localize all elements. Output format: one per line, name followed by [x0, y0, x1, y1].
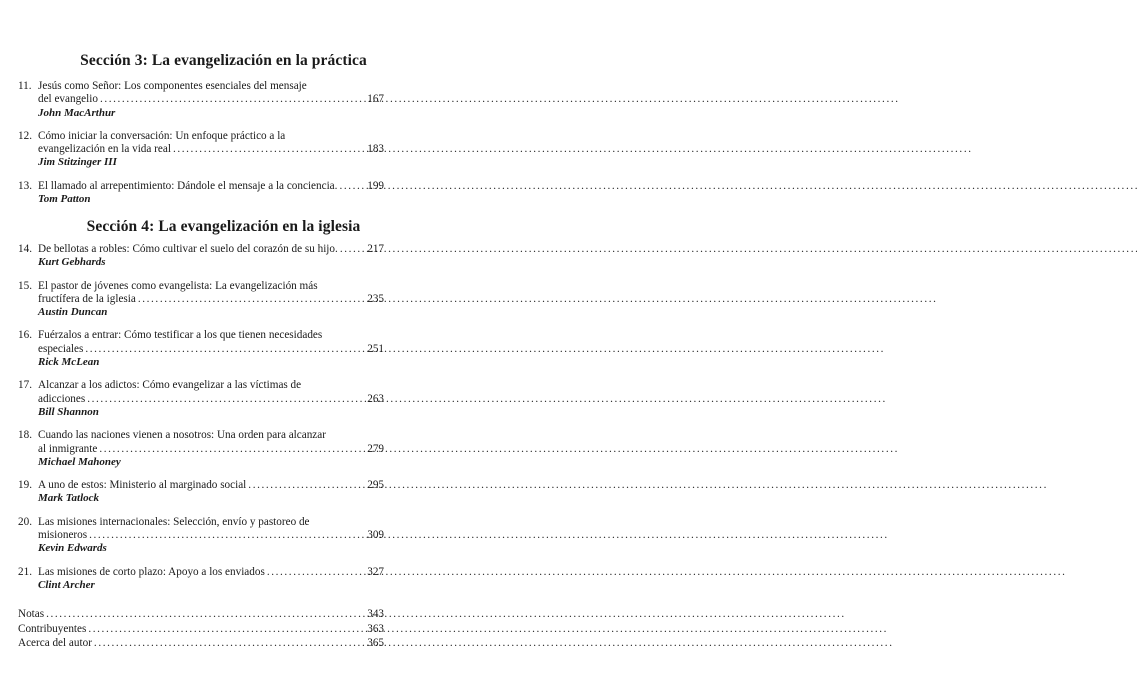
entry-title-text: Jesús como Señor: Los componentes esenciales del mensaje	[38, 80, 307, 92]
toc-entry	[18, 379, 384, 419]
dot-leader	[94, 636, 365, 651]
entry-author: Mark Tatlock	[38, 492, 100, 505]
entry-title-text: Cuando las naciones vienen a nosotros: Una orden para alcanzar	[38, 429, 326, 442]
dot-leader	[267, 566, 365, 579]
toc-entry	[18, 180, 384, 207]
entry-title-text: Las misiones de corto plazo: Apoyo a los enviados	[38, 565, 265, 578]
entry-number	[18, 443, 38, 456]
entry-number: 15.	[18, 279, 32, 292]
entry-title-text: A uno de estos: Ministerio al marginado social	[38, 479, 247, 492]
entry-title-line	[18, 443, 384, 456]
entry-page-number: 309	[367, 529, 384, 542]
entry-title-line	[18, 130, 384, 143]
entry-author: Clint Archer	[38, 578, 95, 591]
entry-title-line	[18, 429, 384, 442]
entry-title-line	[18, 393, 384, 406]
entry-title-line	[18, 293, 384, 306]
dot-leader	[85, 343, 365, 356]
entry-author: Rick McLean	[38, 356, 100, 369]
backmatter-item	[18, 636, 384, 651]
entry-title-text: adicciones	[38, 392, 86, 405]
toc-entry	[18, 479, 384, 506]
entry-page-number: 235	[367, 292, 384, 305]
dot-leader	[46, 607, 365, 622]
entry-number	[18, 93, 38, 106]
entry-number: 21.	[18, 565, 32, 578]
entry-title-text: Las misiones internacionales: Selección, envío y pastoreo de	[38, 515, 310, 528]
entry-title-text: Fuérzalos a entrar: Cómo testificar a los que tienen necesidades	[38, 329, 323, 342]
entry-page-number: 263	[367, 392, 384, 405]
toc-entry	[18, 429, 384, 469]
dot-leader	[99, 443, 365, 456]
entry-title-line	[18, 566, 384, 579]
entry-title-line	[18, 180, 384, 193]
entry-author: Jim Stitzinger III	[38, 156, 117, 169]
entry-page-number: 217	[367, 243, 384, 255]
entry-title-line	[18, 343, 384, 356]
toc-entry	[18, 566, 384, 593]
entry-number	[18, 393, 38, 406]
entry-title-text: El llamado al arrepentimiento: Dándole el mensaje a la conciencia.	[38, 179, 338, 192]
entry-number: 17.	[18, 379, 32, 392]
entry-page-number: 279	[367, 442, 384, 455]
toc-entry	[18, 243, 384, 270]
entry-page-number: 199	[367, 179, 384, 192]
toc-entry	[18, 516, 384, 556]
entry-page-number: 327	[367, 565, 384, 578]
entry-number: 18.	[18, 429, 32, 442]
section-3-list	[18, 80, 384, 216]
entry-title-line	[18, 243, 384, 256]
entry-number: 20.	[18, 515, 32, 528]
entry-title-text: especiales	[38, 342, 84, 355]
entry-number: 14.	[18, 243, 32, 255]
entry-title-text: misioneros	[38, 529, 88, 542]
dot-leader	[138, 293, 365, 306]
entry-title-line	[18, 379, 384, 392]
toc-page	[0, 0, 447, 696]
backmatter-label: Notas	[18, 608, 45, 620]
backmatter-item	[18, 607, 384, 622]
dot-leader	[340, 243, 365, 256]
backmatter-list	[18, 607, 384, 651]
entry-author: Bill Shannon	[38, 405, 99, 418]
entry-author: Kurt Gebhards	[38, 256, 106, 269]
entry-title-line	[18, 80, 384, 93]
entry-number: 13.	[18, 179, 32, 192]
entry-title-line	[18, 280, 384, 293]
section-3-heading: Sección 3: La evangelización en la práctica	[80, 52, 367, 69]
dot-leader	[339, 180, 365, 193]
toc-entry	[18, 80, 384, 120]
entry-number	[18, 143, 38, 156]
entry-page-number: 167	[367, 93, 384, 106]
entry-page-number: 183	[367, 143, 384, 156]
entry-page-number: 251	[367, 342, 384, 355]
entry-title-line	[18, 93, 384, 106]
toc-entry	[18, 280, 384, 320]
entry-title-text: Alcanzar a los adictos: Cómo evangelizar a las víctimas de	[38, 379, 302, 392]
toc-entry	[18, 130, 384, 170]
entry-author: John MacArthur	[38, 106, 116, 119]
entry-title-text: al inmigrante	[38, 442, 98, 455]
entry-author: Tom Patton	[38, 193, 91, 206]
entry-page-number: 295	[367, 479, 384, 492]
entry-number: 16.	[18, 329, 32, 342]
dot-leader	[100, 93, 365, 106]
dot-leader	[173, 143, 365, 156]
entry-number	[18, 343, 38, 356]
entry-title-line	[18, 329, 384, 342]
entry-title-line	[18, 479, 384, 492]
entry-author: Kevin Edwards	[38, 542, 107, 555]
entry-number	[18, 529, 38, 542]
backmatter-page-number: 365	[367, 637, 384, 649]
entry-number: 11.	[18, 80, 32, 92]
backmatter-page-number: 343	[367, 608, 384, 620]
backmatter-label: Acerca del autor	[18, 637, 92, 649]
entry-title-line	[18, 516, 384, 529]
entry-title-text: fructífera de la iglesia	[38, 292, 136, 305]
dot-leader	[89, 529, 365, 542]
entry-number	[18, 293, 38, 306]
entry-title-text: del evangelio	[38, 93, 98, 106]
entry-author: Austin Duncan	[38, 306, 108, 319]
backmatter-label: Contribuyentes	[18, 622, 87, 635]
entry-number: 19.	[18, 479, 32, 492]
section-4-heading: Sección 4: La evangelización en la iglesia	[86, 218, 361, 235]
entry-title-line	[18, 529, 384, 542]
entry-title-text: evangelización en la vida real	[38, 143, 171, 156]
entry-number: 12.	[18, 129, 32, 142]
section-4-list	[18, 243, 384, 602]
entry-title-text: De bellotas a robles: Cómo cultivar el suelo del corazón de su hijo.	[38, 243, 338, 255]
entry-title-line	[18, 143, 384, 156]
toc-entry	[18, 329, 384, 369]
entry-author: Michael Mahoney	[38, 455, 121, 468]
dot-leader	[87, 393, 365, 406]
backmatter-item	[18, 622, 384, 637]
entry-title-text: Cómo iniciar la conversación: Un enfoque práctico a la	[38, 129, 286, 142]
dot-leader	[88, 622, 365, 637]
dot-leader	[248, 479, 365, 492]
entry-title-text: El pastor de jóvenes como evangelista: La evangelización más	[38, 279, 318, 292]
backmatter-page-number: 363	[367, 622, 384, 635]
